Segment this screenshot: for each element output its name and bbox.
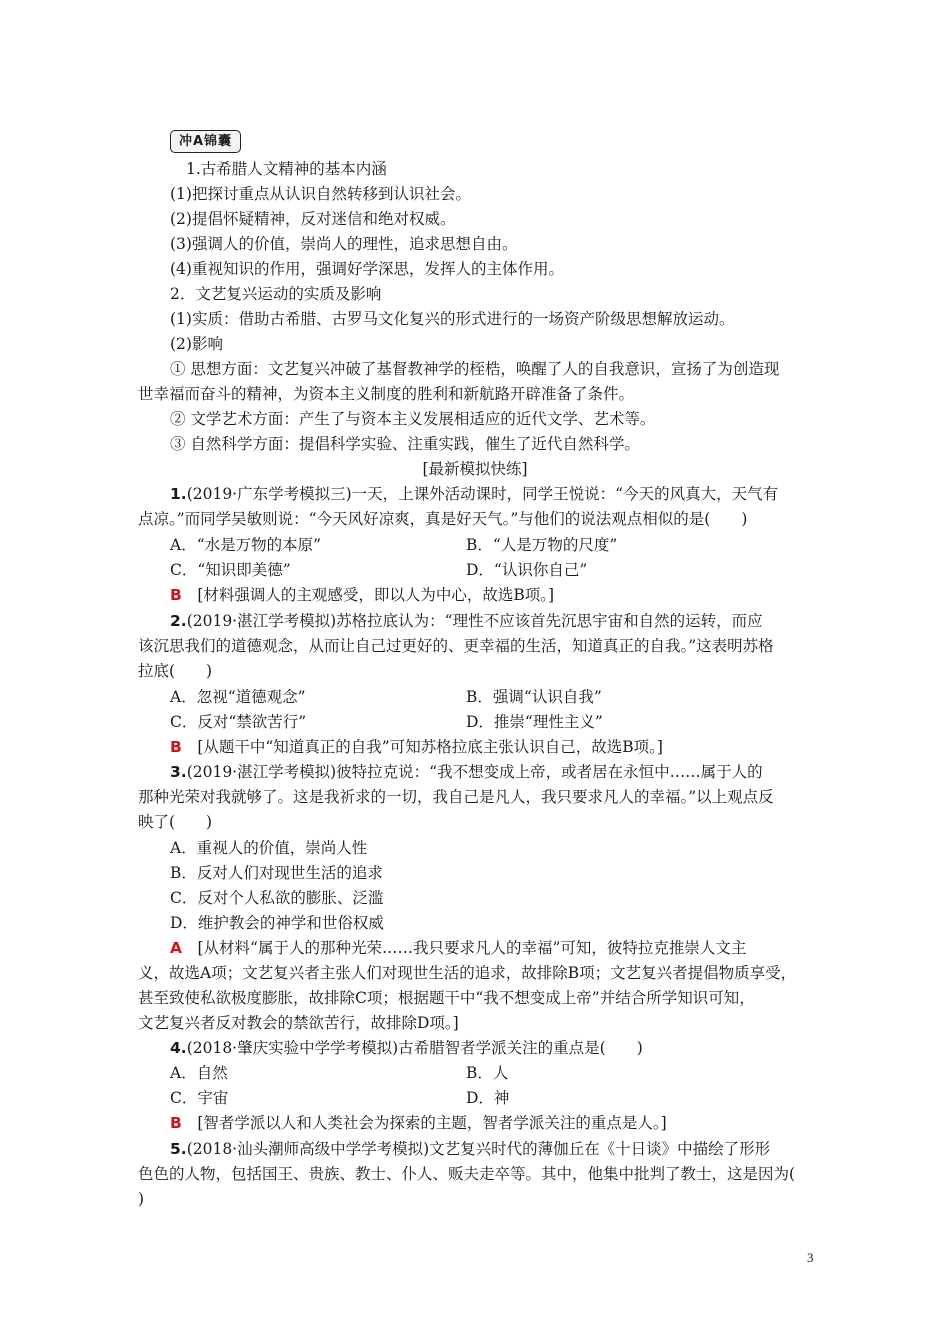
answer-line [170,1113,667,1133]
question-number: 1. [170,485,187,503]
answer-explanation-cont: 文艺复兴者反对教会的禁欲苦行，故排除D项。] [138,1014,459,1032]
question-text-cont: ) [138,1190,145,1208]
question-text: (2019·湛江学考模拟)彼特拉克说：“我不想变成上帝，或者居在永恒中……属于人的 [186,763,763,781]
question-text-cont: 色色的人物，包括国王、贵族、教士、仆人、贩夫走卒等。其中，他集中批判了教士，这是因为( [138,1165,796,1183]
question-1-stem [170,484,778,504]
option-a: A．忽视“道德观念” [170,688,306,706]
question-text-cont: 那种光荣对我就够了。这是我祈求的一切，我自己是凡人，我只要求凡人的幸福。”以上观点反 [138,788,774,806]
option-c: C．宇宙 [170,1089,229,1107]
question-3-stem [170,762,763,782]
question-text: (2019·广东学考模拟三)一天，上课外活动课时，同学王悦说：“今天的风真大，天气有 [186,485,779,503]
answer-letter: B [170,1114,182,1132]
summary-point: (1)把探讨重点从认识自然转移到认识社会。 [170,185,471,203]
answer-line [170,737,663,757]
option-b: B．强调“认识自我” [466,688,602,706]
question-number: 2. [170,612,187,630]
section-badge: 冲A锦囊 [170,130,241,153]
summary-item2-title: 2．文艺复兴运动的实质及影响 [170,285,382,303]
summary-influence-cont: 世幸福而奋斗的精神，为资本主义制度的胜利和新航路开辟准备了条件。 [138,385,635,403]
question-text-cont: 点凉。”而同学吴敏则说：“今天风好凉爽，真是好天气。”与他们的说法观点相似的是( ) [138,510,748,528]
summary-point: (3)强调人的价值，崇尚人的理性，追求思想自由。 [170,235,518,253]
option-b: B．“人是万物的尺度” [466,536,618,554]
summary-point: (4)重视知识的作用，强调好学深思，发挥人的主体作用。 [170,260,564,278]
option-d: D．“认识你自己” [466,561,588,579]
option-d: D．神 [466,1089,510,1107]
option-a: A．重视人的价值，崇尚人性 [170,839,368,857]
answer-explanation: [从材料“属于人的那种光荣……我只要求凡人的幸福”可知，彼特拉克推崇人文主 [197,939,747,957]
question-5-stem [170,1139,770,1159]
section-title: [最新模拟快练] [422,460,528,478]
option-a: A．“水是万物的本原” [170,536,322,554]
question-number: 4. [170,1039,187,1057]
question-number: 5. [170,1140,187,1158]
question-text-cont: 映了( ) [138,813,213,831]
answer-explanation: [从题干中“知道真正的自我”可知苏格拉底主张认识自己，故选B项。] [197,738,663,756]
answer-letter: A [170,939,182,957]
question-text: (2019·湛江学考模拟)苏格拉底认为：“理性不应该首先沉思宇宙和自然的运转，而应 [186,612,763,630]
summary-influence: ③ 自然科学方面：提倡科学实验、注重实践，催生了近代自然科学。 [170,435,640,453]
option-row [170,535,321,555]
answer-letter: B [170,738,182,756]
answer-letter: B [170,586,182,604]
question-4-stem [170,1038,643,1058]
option-a: A．自然 [170,1064,228,1082]
summary-point: (2)提倡怀疑精神，反对迷信和绝对权威。 [170,210,456,228]
summary-influence: ② 文学艺术方面：产生了与资本主义发展相适应的近代文学、艺术等。 [170,410,656,428]
question-text-cont: 该沉思我们的道德观念，从而让自己过更好的、更幸福的生活，知道真正的自我。”这表明苏格 [138,637,774,655]
option-b: B．反对人们对现世生活的追求 [170,864,383,882]
option-b: B．人 [466,1064,509,1082]
summary-essence: (1)实质：借助古希腊、古罗马文化复兴的形式进行的一场资产阶级思想解放运动。 [170,310,735,328]
option-d: D．维护教会的神学和世俗权威 [170,914,384,932]
summary-influence: ① 思想方面：文艺复兴冲破了基督教神学的桎梏，唤醒了人的自我意识，宣扬了为创造现 [170,360,780,378]
page-number: 3 [807,1250,814,1265]
question-text: (2018·汕头潮师高级中学学考模拟)文艺复兴时代的薄伽丘在《十日谈》中描绘了形形 [186,1140,771,1158]
answer-explanation: [智者学派以人和人类社会为探索的主题，智者学派关注的重点是人。] [197,1114,667,1132]
summary-influence-label: (2)影响 [170,335,223,353]
question-2-stem [170,611,763,631]
question-text: (2018·肇庆实验中学学考模拟)古希腊智者学派关注的重点是( ) [186,1039,643,1057]
summary-item1-title: 1.古希腊人文精神的基本内涵 [186,160,387,178]
question-text-cont: 拉底( ) [138,662,213,680]
option-c: C．“知识即美德” [170,561,291,579]
option-c: C．反对个人私欲的膨胀、泛滥 [170,889,384,907]
question-number: 3. [170,763,187,781]
answer-explanation: [材料强调人的主观感受，即以人为中心，故选B项。] [197,586,555,604]
option-d: D．推崇“理性主义” [466,713,603,731]
option-c: C．反对“禁欲苦行” [170,713,307,731]
answer-line [170,585,554,605]
answer-line [170,938,746,958]
answer-explanation-cont: 义，故选A项；文艺复兴者主张人们对现世生活的追求，故排除B项；文艺复兴者提倡物质享受， [138,964,797,982]
answer-explanation-cont: 甚至致使私欲极度膨胀，故排除C项；根据题干中“我不想变成上帝”并结合所学知识可知， [138,989,755,1007]
